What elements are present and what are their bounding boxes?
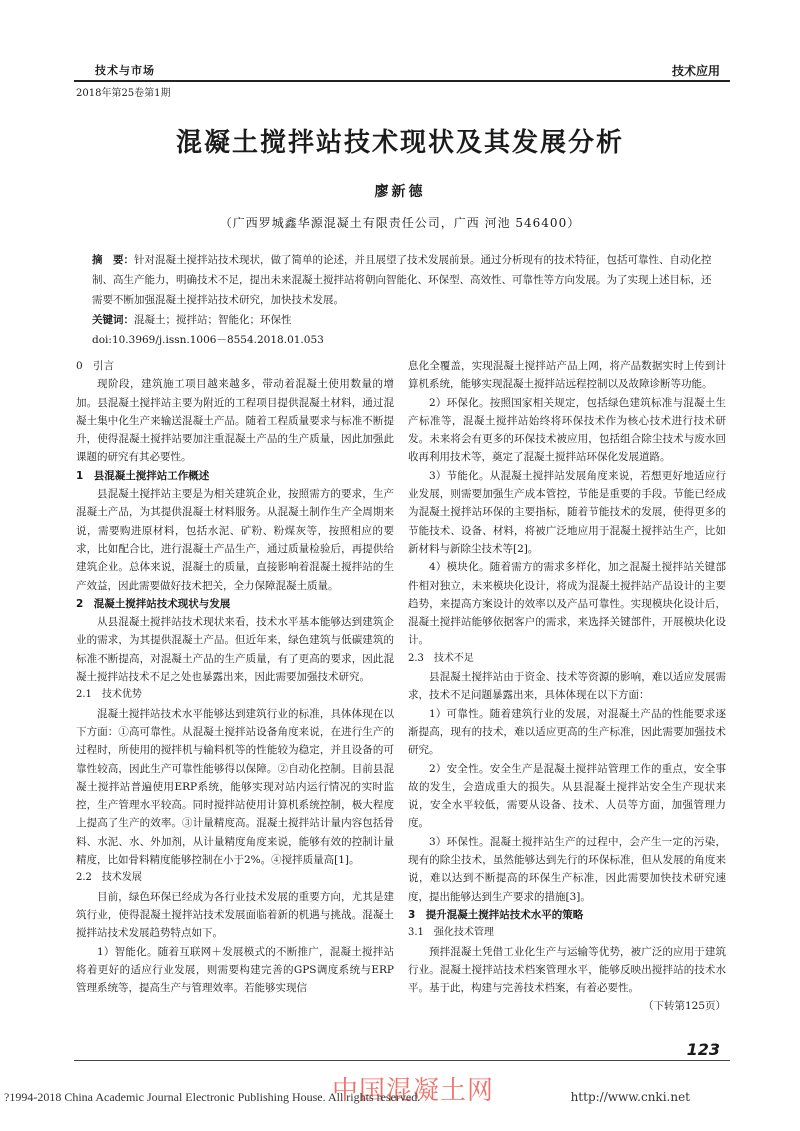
paragraph: 县混凝土搅拌站由于资金、技术等资源的影响，难以适应发展需求，技术不足问题暴露出来，具体体现在以下方面： [408, 671, 726, 702]
section-heading: 3 提升混凝土搅拌站技术水平的策略 [408, 908, 584, 921]
paragraph: 预拌混凝土凭借工业化生产与运输等优势，被广泛的应用于建筑行业。混凝土搅拌站技术档案管理水平，能够反映出搅拌站的技术水平。基于此，构建与完善技术档案，有着必要性。 [408, 945, 726, 995]
abstract-text [92, 250, 712, 310]
section-heading: 0 引言 [76, 360, 115, 372]
affiliation: （广西罗城鑫华源混凝土有限责任公司，广西 河池 546400） [219, 216, 581, 230]
header-rule [74, 80, 730, 82]
paragraph: 1）可靠性。随着建筑行业的发展，对混凝土产品的性能要求逐渐提高，现有的技术，难以适应更高的生产标准，因此需要加强技术研究。 [408, 707, 726, 757]
journal-name: 技术与市场 [95, 64, 155, 77]
subsection-heading: 2.1 技术优势 [76, 689, 142, 701]
watermark: 中国混凝土网 [332, 1076, 495, 1106]
paragraph: 3）环保性。混凝土搅拌站生产的过程中，会产生一定的污染，现有的除尘技术，虽然能够达到先行的环保标准，但从发展的角度来说，难以达到不断提高的环保生产标准，因此需要加快技术研究速度，提出能够达到生产要求的措施[3]。 [408, 835, 726, 903]
section-heading: 2 混凝土搅拌站技术现状与发展 [76, 597, 231, 610]
subsection-heading: 2.3 技术不足 [408, 652, 474, 664]
copyright-footer: ?1994-2018 China Academic Journal Electronic Publishing House. All rights reserved. [4, 1090, 421, 1104]
footer-rule [74, 1060, 730, 1061]
continued-note: （下转第125页） [642, 1000, 726, 1013]
paragraph: 2）安全性。安全生产是混凝土搅拌站管理工作的重点，安全事故的发生，会造成重大的损失。从县混凝土搅拌站安全生产现状来说，安全水平较低，需要从设备、技术、人员等方面，加强管理力度。 [408, 762, 726, 830]
paragraph: 混凝土搅拌站技术水平能够达到建筑行业的标准，具体体现在以下方面：①高可靠性。从混凝土搅拌站设备角度来说，在进行生产的过程时，所使用的搅拌机与输料机等的性能较为稳定，并且设备的可靠性较高，因此生产可靠性能够得以保障。②自动化控制。目前县混凝土搅拌站普遍使用ERP系统，能够实现对站内运行情况的实时监控，生产管理水平较高。同时搅拌站使用计算机系统控制，极大程度上提高了生产的效率。③计量精度高。混凝土搅拌站计量内容包括骨料、水泥、水、外加剂，从计量精度角度来说，能够有效的控制计量精度，比如骨料精度能够控制在小于2%。④搅拌质量高[1]。 [76, 707, 394, 867]
subsection-heading: 2.2 技术发展 [76, 872, 142, 884]
paragraph: 县混凝土搅拌站主要是为相关建筑企业，按照需方的要求，生产混凝土产品，为其提供混凝土材料服务。从混凝土制作生产全周期来说，需要购进原材料，包括水泥、矿粉、粉煤灰等，按照相应的要求，比如配合比，进行混凝土产品生产，通过质量检验后，再提供给建筑企业。总体来说，混凝土的质量，直接影响着混凝土搅拌站的生产效益，因此需要做好技术把关，全力保障混凝土质量。 [76, 488, 394, 592]
paragraph: 2）环保化。按照国家相关规定，包括绿色建筑标准与混凝土生产标准等，混凝土搅拌站始终将环保技术作为核心技术进行技术研发。未来将会有更多的环保技术被应用，包括组合除尘技术与废水回收再利用技术等，奠定了混凝土搅拌站环保化发展道路。 [408, 396, 726, 464]
paragraph: 4）模块化。随着需方的需求多样化，加之混凝土搅拌站关键部件相对独立，未来模块化设计，将成为混凝土搅拌站产品设计的主要趋势，来提高方案设计的效率以及产品可靠性。实现模块化设计后，混凝土搅拌站能够依据客户的需求，来选择关键部件，开展模块化设计。 [408, 561, 726, 647]
paragraph: 息化全覆盖，实现混凝土搅拌站产品上网，将产品数据实时上传到计算机系统，能够实现混凝土搅拌站远程控制以及故障诊断等功能。 [408, 360, 726, 391]
paragraph: 3）节能化。从混凝土搅拌站发展角度来说，若想更好地适应行业发展，则需要加强生产成本管控，节能是重要的手段。节能已经成为混凝土搅拌站环保的主要指标，随着节能技术的发展，使得更多的节能技术、设备、材料，将被广泛地应用于混凝土搅拌站生产，比如新材料与新除尘技术等[2]。 [408, 469, 726, 555]
keywords-label: 关键词： [92, 314, 134, 326]
doi: doi:10.3969/j.issn.1006－8554.2018.01.053 [92, 334, 324, 346]
abstract-block [92, 250, 712, 350]
keywords-line [92, 310, 712, 330]
subsection-heading: 3.1 强化技术管理 [408, 927, 494, 939]
footer-url: http://www.cnki.net [570, 1090, 690, 1104]
author-name: 廖新德 [374, 184, 426, 200]
section-heading: 1 县混凝土搅拌站工作概述 [76, 469, 210, 482]
abstract-label: 摘 要： [92, 254, 134, 266]
right-column [408, 357, 726, 1016]
paragraph: 从县混凝土搅拌站技术现状来看，技术水平基本能够达到建筑企业的需求，为其提供混凝土产品。但近年来，绿色建筑与低碳建筑的标准不断提高，对混凝土产品的生产质量，有了更高的要求，因此混凝土搅拌站技术不足之处也暴露出来，因此需要加强技术研究。 [76, 616, 394, 684]
page-number: 123 [686, 1040, 720, 1059]
keywords: 混凝土；搅拌站；智能化；环保性 [134, 314, 292, 326]
section-name: 技术应用 [671, 64, 720, 78]
abstract-body: 针对混凝土搅拌站技术现状，做了简单的论述，并且展望了技术发展前景。通过分析现有的技术特征，包括可靠性、自动化控制、高生产能力，明确技术不足，提出未来混凝土搅拌站将朝向智能化、环保型、高效性、可靠性等方向发展。为了实现上述目标，还需要不断加强混凝土搅拌站技术研究，加快技术发展。 [92, 254, 712, 306]
paragraph: 现阶段，建筑施工项目越来越多，带动着混凝土使用数量的增加。县混凝土搅拌站主要为附近的工程项目提供混凝土材料，通过混凝土集中化生产来输送混凝土产品。随着工程质量要求与标准不断提升，使得混凝土搅拌站要加注重混凝土产品的生产质量，因此加强此课题的研究有其必要性。 [76, 378, 394, 464]
paper-title: 混凝土搅拌站技术现状及其发展分析 [175, 128, 624, 158]
left-column [76, 357, 394, 997]
paragraph: 1）智能化。随着互联网＋发展模式的不断推广，混凝土搅拌站将着更好的适应行业发展，则需要构建完善的GPS调度系统与ERP管理系统等，提高生产与管理效率。若能够实现信 [76, 945, 394, 995]
issue-info: 2018年第25卷第1期 [76, 88, 171, 99]
paragraph: 目前，绿色环保已经成为各行业技术发展的重要方向，尤其是建筑行业，使得混凝土搅拌站技术发展面临着新的机遇与挑战。混凝土搅拌站技术发展趋势特点如下。 [76, 890, 394, 940]
